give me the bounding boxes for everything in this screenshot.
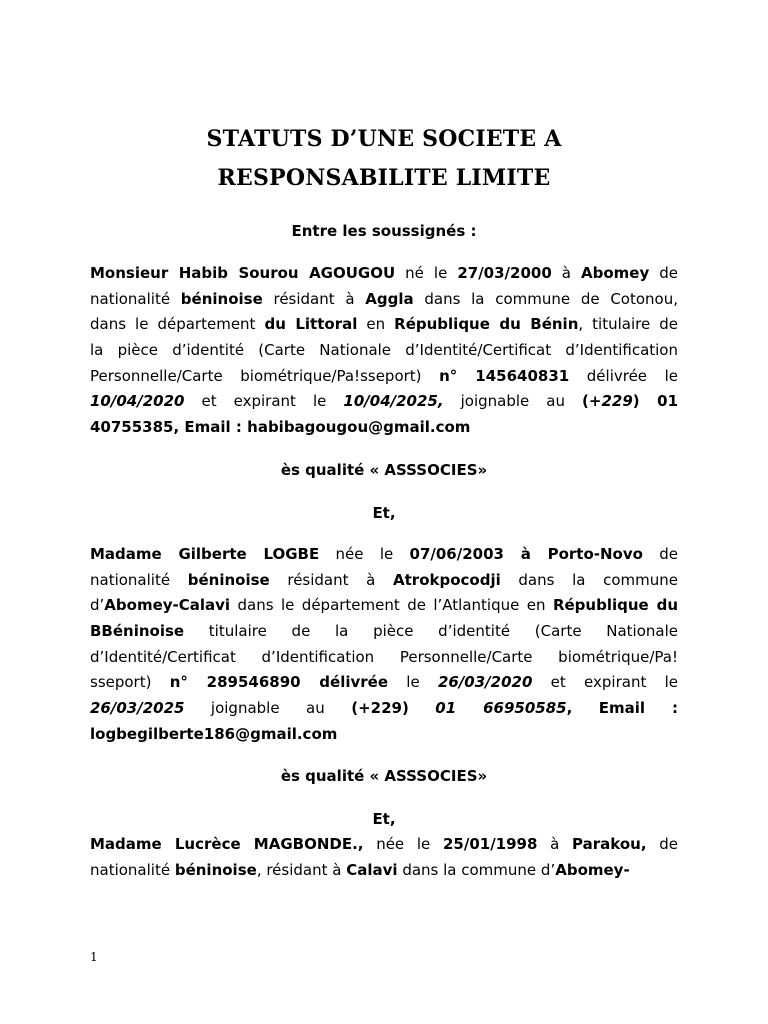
text-run: joignable au <box>443 392 583 411</box>
paragraph-line <box>90 645 678 671</box>
text-run: dans la commune d’ <box>397 860 556 879</box>
emphasis-run: Email : <box>598 699 678 718</box>
emphasis-run: République du <box>552 596 679 615</box>
emphasis-run: 40755385, Email : habibagougou@gmail.com <box>90 418 471 437</box>
text-run: de <box>649 264 678 282</box>
paragraph-line <box>90 858 678 884</box>
paragraph-line <box>90 415 678 441</box>
paragraph-line <box>90 389 678 415</box>
page-number: 1 <box>90 950 98 964</box>
emphasis-run: ( <box>582 392 589 411</box>
text-run: nationalité <box>90 289 181 308</box>
title-line-1: STATUTS D’UNE SOCIETE A <box>206 126 562 152</box>
text-run: le <box>388 673 438 692</box>
emphasis-run: n° 289546890 délivrée <box>169 673 389 692</box>
emphasis-run: ) 01 <box>632 392 679 411</box>
et-line-2: Et, <box>372 810 396 828</box>
text-run: nationalité <box>90 860 175 879</box>
paragraph-line <box>90 696 678 722</box>
text-run: nationalité <box>90 570 188 589</box>
emphasis-run: Abomey-Calavi <box>104 596 231 615</box>
emphasis-run: , <box>566 699 573 718</box>
paragraph-line <box>90 722 678 748</box>
emphasis-run: Abomey- <box>555 860 630 879</box>
text-run: Personnelle/Carte biométrique/Pa!sseport) <box>90 366 440 385</box>
emphasis-run: 26/03/2025 <box>90 699 185 718</box>
text-run: , titulaire de <box>578 315 678 334</box>
associate-2-paragraph <box>90 542 678 748</box>
emphasis-run: Madame Lucrèce MAGBONDE., <box>90 835 364 853</box>
text-run: titulaire de la pièce d’identité (Carte Nationale <box>184 622 678 641</box>
emphasis-run: Calavi <box>346 860 398 879</box>
associate-3-paragraph <box>90 832 678 883</box>
text-run: d’Identité/Certificat d’Identification Personnelle/Carte biométrique/Pa! <box>90 647 678 666</box>
text-run: née le <box>319 545 410 563</box>
text-run: née le <box>363 835 443 853</box>
emphasis-run: 25/01/1998 <box>442 835 538 853</box>
text-run: à <box>537 835 573 853</box>
paragraph-line <box>90 364 678 390</box>
text-run: dans la commune <box>500 570 678 589</box>
paragraph-line <box>90 832 678 858</box>
emphasis-run: béninoise <box>174 860 257 879</box>
emphasis-run: logbegilberte186@gmail.com <box>90 724 338 743</box>
text-run: dans le département de l’Atlantique en <box>230 596 553 615</box>
text-run: et expirant le <box>184 392 344 411</box>
associate-1-paragraph <box>90 261 678 441</box>
text-run: à <box>551 264 581 282</box>
paragraph-line <box>90 312 678 338</box>
paragraph-line <box>90 568 678 594</box>
emphasis-run: Aggla <box>365 289 414 308</box>
paragraph-line <box>90 542 678 568</box>
emphasis-run: Monsieur Habib Sourou AGOUGOU <box>90 264 396 282</box>
emphasis-run: (+229) <box>351 699 409 718</box>
intro-heading: Entre les soussignés : <box>291 222 477 240</box>
paragraph-line <box>90 670 678 696</box>
et-line-1: Et, <box>372 504 396 522</box>
emphasis-run: 01 66950585 <box>435 699 567 718</box>
emphasis-run: 27/03/2000 <box>457 264 552 282</box>
text-run: dans la commune de Cotonou, <box>413 289 678 308</box>
text-run: de <box>646 835 678 853</box>
text-run: joignable au <box>184 699 352 718</box>
text-run: la pièce d’identité (Carte Nationale d’Identité/Certificat d’Identification <box>90 341 678 360</box>
emphasis-run: Madame Gilberte LOGBE <box>90 545 320 563</box>
text-run: sseport) <box>90 673 170 692</box>
emphasis-run: BBéninoise <box>90 622 185 641</box>
emphasis-run: 26/03/2020 <box>437 673 533 692</box>
emphasis-run: 07/06/2003 à Porto-Novo <box>409 545 643 563</box>
text-run: résidant à <box>262 289 366 308</box>
emphasis-run: Parakou, <box>572 835 647 853</box>
text-run: en <box>357 315 395 334</box>
emphasis-run: n° 145640831 <box>439 366 570 385</box>
emphasis-run: +229 <box>588 392 633 411</box>
title-line-2: RESPONSABILITE LIMITE <box>217 165 551 191</box>
qualite-line-2: ès qualité « ASSSOCIES» <box>280 767 488 785</box>
emphasis-run: béninoise <box>187 570 270 589</box>
paragraph-line <box>90 338 678 364</box>
text-run: de <box>642 545 679 563</box>
paragraph-line <box>90 593 678 619</box>
text-run: , résidant à <box>256 860 347 879</box>
text-run: dans le département <box>90 315 265 334</box>
emphasis-run: Abomey <box>581 264 650 282</box>
text-run: d’ <box>90 596 105 615</box>
paragraph-line <box>90 619 678 645</box>
text-run: résidant à <box>269 570 394 589</box>
emphasis-run: Atrokpocodji <box>393 570 501 589</box>
paragraph-line <box>90 287 678 313</box>
emphasis-run: 10/04/2025, <box>343 392 444 411</box>
emphasis-run: 10/04/2020 <box>90 392 185 411</box>
text-run: et expirant le <box>532 673 678 692</box>
emphasis-run: du Littoral <box>264 315 358 334</box>
text-run <box>572 699 598 717</box>
text-run: né le <box>395 264 458 282</box>
emphasis-run: République du Bénin <box>394 315 579 334</box>
emphasis-run: béninoise <box>180 289 263 308</box>
qualite-line-1: ès qualité « ASSSOCIES» <box>280 461 488 479</box>
paragraph-line <box>90 261 678 287</box>
text-run <box>409 699 435 717</box>
text-run: délivrée le <box>569 366 678 385</box>
